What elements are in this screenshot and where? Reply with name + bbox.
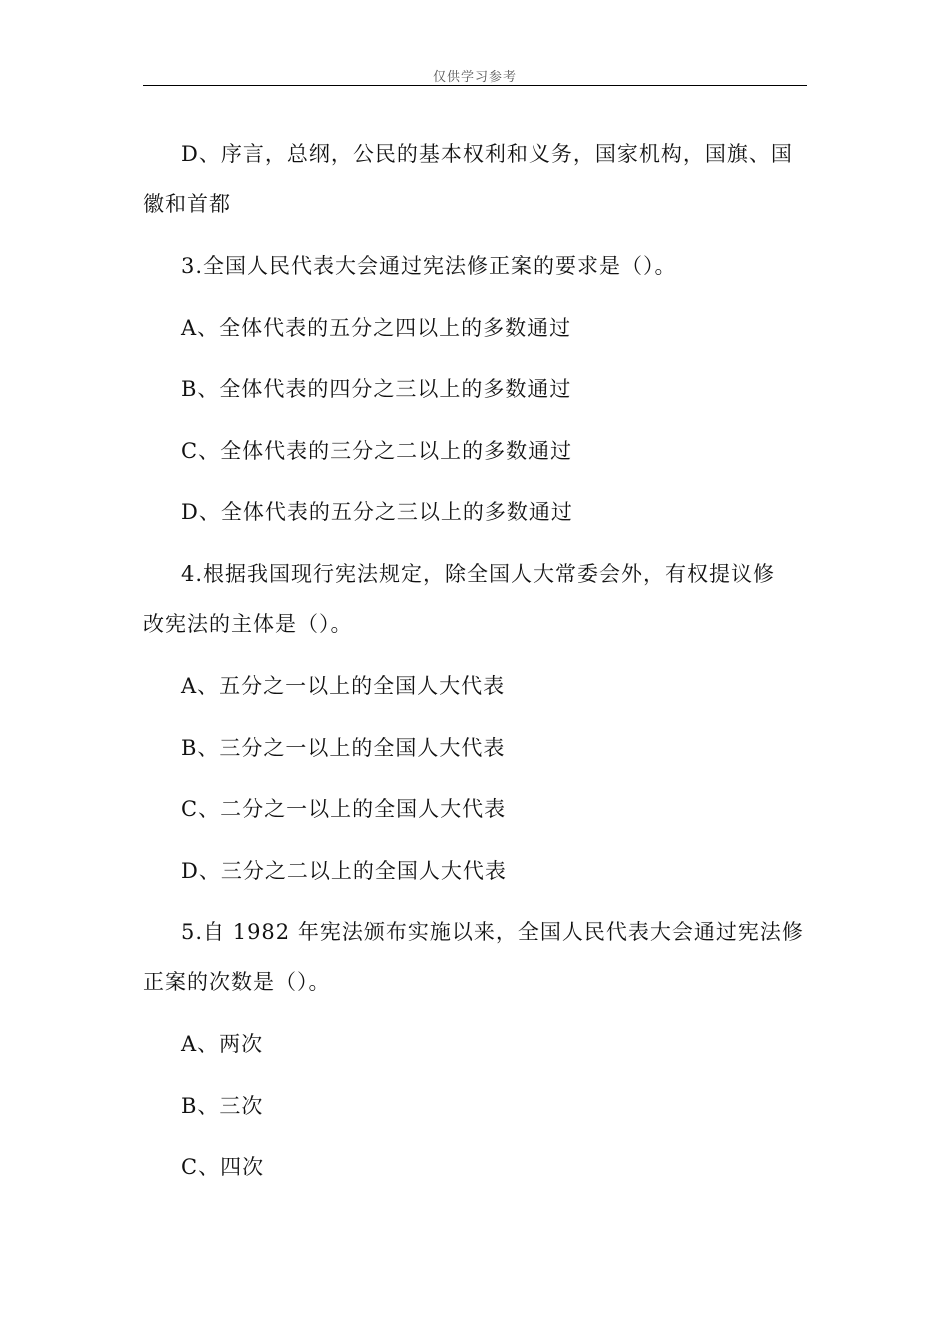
- question-5-option-b: B、三次: [181, 1094, 264, 1118]
- question-3-option-c: C、全体代表的三分之二以上的多数通过: [181, 439, 573, 463]
- option-d-q2-line2: 徽和首都: [143, 192, 231, 216]
- question-4-option-b: B、三分之一以上的全国人大代表: [181, 736, 506, 760]
- question-3: 3.全国人民代表大会通过宪法修正案的要求是（）。: [181, 254, 677, 278]
- option-d-q2-line1: D、序言，总纲，公民的基本权利和义务，国家机构，国旗、国: [181, 142, 793, 166]
- question-3-option-b: B、全体代表的四分之三以上的多数通过: [181, 377, 572, 401]
- question-4-line1: 4.根据我国现行宪法规定，除全国人大常委会外，有权提议修: [181, 562, 776, 586]
- question-5-option-c: C、四次: [181, 1155, 265, 1179]
- question-3-option-a: A、全体代表的五分之四以上的多数通过: [181, 316, 572, 340]
- question-4-option-a: A、五分之一以上的全国人大代表: [181, 674, 506, 698]
- question-5-line2: 正案的次数是（）。: [143, 970, 331, 994]
- question-4-line2: 改宪法的主体是（）。: [143, 612, 353, 636]
- header-divider: [143, 85, 807, 86]
- question-5-line1: 5.自 1982 年宪法颁布实施以来，全国人民代表大会通过宪法修: [181, 920, 804, 944]
- question-5-option-a: A、两次: [181, 1032, 264, 1056]
- question-4-option-d: D、三分之二以上的全国人大代表: [181, 859, 507, 883]
- question-4-option-c: C、二分之一以上的全国人大代表: [181, 797, 507, 821]
- question-3-option-d: D、全体代表的五分之三以上的多数通过: [181, 500, 573, 524]
- page-header: 仅供学习参考: [432, 70, 517, 85]
